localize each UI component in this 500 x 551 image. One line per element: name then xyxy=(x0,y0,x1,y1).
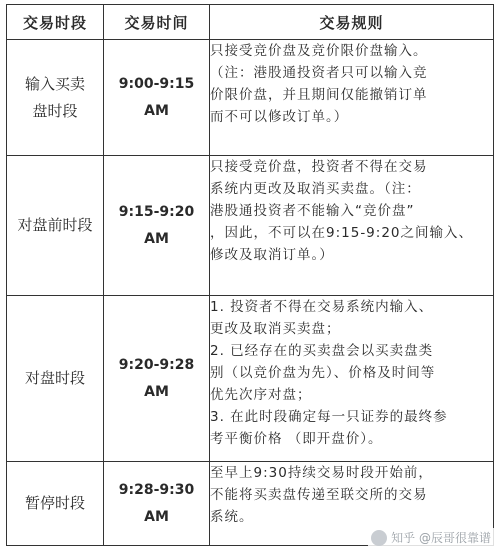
time-text: 9:15-9:20 xyxy=(118,203,195,220)
rule-line: 3. 在此时段确定每一只证券的最终参 xyxy=(210,409,448,425)
rule-line: 2. 已经存在的买卖盘会以买卖盘类 xyxy=(210,343,434,359)
table-row xyxy=(7,296,494,462)
time-text: AM xyxy=(144,230,169,247)
time-cell xyxy=(104,156,210,296)
header-time: 交易时间 xyxy=(104,5,210,40)
rule-line: 别（以竞价盘为先）、价格及时间等 xyxy=(210,365,436,381)
time-cell xyxy=(104,40,210,156)
rule-cell xyxy=(210,296,494,462)
watermark-text: 知乎 @辰哥很靠谱 xyxy=(391,531,491,545)
rule-line: 1. 投资者不得在交易系统内输入、 xyxy=(210,299,434,315)
watermark xyxy=(368,528,494,547)
rule-line: 更改及取消买卖盘； xyxy=(210,321,341,337)
rule-line: （注：港股通投资者只可以输入竞 xyxy=(210,65,428,81)
rule-line: 港股通投资者不能输入“竞价盘” xyxy=(210,203,415,219)
rule-line: 至早上9:30持续交易时段开始前， xyxy=(210,465,433,481)
time-text: AM xyxy=(144,102,169,119)
time-text: 9:28-9:30 xyxy=(118,481,195,498)
rule-line: 只接受竞价盘，投资者不得在交易 xyxy=(210,159,428,175)
time-cell xyxy=(104,296,210,462)
rule-line: 修改及取消订单。） xyxy=(210,247,334,263)
header-rule: 交易规则 xyxy=(210,5,494,40)
period-cell xyxy=(7,462,104,546)
rule-line: 系统内更改及取消买卖盘。（注： xyxy=(210,181,421,197)
time-text: 9:00-9:15 xyxy=(118,75,195,92)
rule-line: 优先次序对盘； xyxy=(210,387,312,403)
time-text: AM xyxy=(144,383,169,400)
rule-line: 只接受竞价盘及竞价限价盘输入。 xyxy=(210,43,428,59)
header-period: 交易时段 xyxy=(7,5,104,40)
time-cell xyxy=(104,462,210,546)
time-text: AM xyxy=(144,508,169,525)
rule-line: ，因此，不可以在9:15-9:20之间输入、 xyxy=(210,225,474,241)
period-cell xyxy=(7,296,104,462)
table-row xyxy=(7,40,494,156)
table-row xyxy=(7,156,494,296)
time-text: 9:20-9:28 xyxy=(118,356,195,373)
rule-line: 而不可以修改订单。） xyxy=(210,109,349,125)
trading-rules-table xyxy=(6,4,494,546)
period-text: 对盘前时段 xyxy=(17,216,93,234)
period-text: 对盘时段 xyxy=(24,369,85,387)
rule-cell xyxy=(210,40,494,156)
period-cell xyxy=(7,40,104,156)
period-text: 盘时段 xyxy=(32,101,78,120)
header-row xyxy=(7,5,494,40)
rule-line: 不能将买卖盘传递至联交所的交易 xyxy=(210,487,428,503)
period-text: 暂停时段 xyxy=(24,494,85,512)
period-text: 输入买卖 xyxy=(24,74,85,93)
avatar xyxy=(371,530,387,546)
rule-cell xyxy=(210,156,494,296)
rule-line: 系统。 xyxy=(210,509,254,525)
rule-line: 价限价盘，并且期间仅能撤销订单 xyxy=(210,87,428,103)
rule-line: 考平衡价格 （即开盘价）。 xyxy=(210,431,383,447)
period-cell xyxy=(7,156,104,296)
